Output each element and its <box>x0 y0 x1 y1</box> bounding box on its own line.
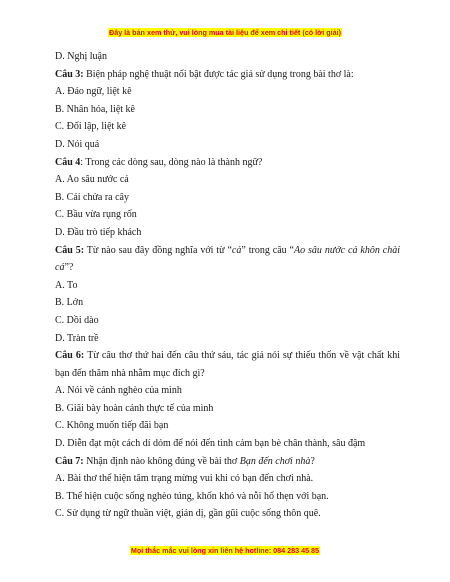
question-6-option-c: C. Không muốn tiếp đãi bạn <box>55 420 169 432</box>
question-3-option-c: C. Đối lập, liệt kê <box>55 121 127 133</box>
question-6-option-b: B. Giãi bày hoàn cảnh thực tế của mình <box>55 402 214 414</box>
question-5-number: Câu 5: <box>55 244 85 256</box>
question-7-end: ? <box>310 455 315 467</box>
question-5-word: cả <box>231 244 242 256</box>
question-4-option-a: A. Ao sâu nước cả <box>55 174 129 186</box>
question-5-text-3: ”? <box>64 262 74 274</box>
question-3-option-d: D. Nói quá <box>55 138 100 150</box>
question-7-option-a: A. Bài thơ thể hiện tâm trạng mừng vui khi có bạn đến chơi nhà. <box>55 473 314 485</box>
question-6-option-d: D. Diễn đạt một cách dí dỏm để nói đến tình cảm bạn bè chân thành, sâu đậm <box>55 438 366 450</box>
question-4-number: Câu 4 <box>55 156 81 168</box>
preview-banner-text: Đây là bản xem thử, vui lòng mua tài liệu để xem chi tiết (có lời giải) <box>109 28 341 37</box>
question-6-number: Câu 6: <box>55 350 85 362</box>
document-body <box>55 48 400 523</box>
question-3-option-a: A. Đảo ngữ, liệt kê <box>55 86 132 98</box>
question-5-option-c: C. Dồi dào <box>55 314 99 326</box>
option-prev-d: D. Nghị luận <box>55 51 107 62</box>
question-4-option-d: D. Đầu trò tiếp khách <box>55 226 142 238</box>
preview-banner <box>0 28 450 37</box>
question-4-option-b: B. Cải chửa ra cây <box>55 191 129 203</box>
question-3-text: Biện pháp nghệ thuật nổi bật được tác giả sử dụng trong bài thơ là: <box>83 68 354 80</box>
question-7-text: Nhận định nào không đúng về bài thơ <box>83 455 240 467</box>
question-3 <box>55 66 400 84</box>
question-5-text: Từ nào sau đây đồng nghĩa với từ “ <box>84 244 232 256</box>
question-7-option-c: C. Sử dụng từ ngữ thuần việt, giản dị, gần gũi cuộc sống thôn quê. <box>55 508 321 520</box>
question-6 <box>55 347 400 382</box>
question-5-option-d: D. Tràn trề <box>55 332 99 344</box>
hotline-banner <box>0 546 450 555</box>
question-5-option-a: A. To <box>55 279 78 291</box>
question-5-option-b: B. Lớn <box>55 297 84 309</box>
hotline-banner-text: Mọi thắc mắc vui lòng xin liên hệ hotline: 084 283 45 85 <box>130 546 320 555</box>
question-6-option-a: A. Nói về cảnh nghèo của mình <box>55 385 182 397</box>
question-4-option-c: C. Bầu vừa rụng rốn <box>55 209 137 221</box>
question-5-text-2: ” trong câu “ <box>241 244 294 256</box>
question-7-option-b: B. Thể hiện cuộc sống nghèo túng, khốn khó và nỗi hổ thẹn với bạn. <box>55 490 329 502</box>
question-5 <box>55 242 400 277</box>
question-7-number: Câu 7: <box>55 455 84 467</box>
question-7-poem-title: Bạn đến chơi nhà <box>239 455 311 467</box>
question-3-number: Câu 3: <box>55 68 84 80</box>
question-6-text: Từ câu thơ thứ hai đến câu thứ sáu, tác giả nói sự thiếu thốn về vật chất khi bạn đến thăm nhà nhằm mục đích gì? <box>55 350 400 379</box>
question-7 <box>55 453 400 471</box>
question-4 <box>55 154 400 172</box>
question-3-option-b: B. Nhân hóa, liệt kê <box>55 103 135 115</box>
question-4-text: : Trong các dòng sau, dòng nào là thành ngữ? <box>80 156 263 168</box>
question-5-quote: Ao sâu nước cả khôn chài cá <box>55 244 400 274</box>
